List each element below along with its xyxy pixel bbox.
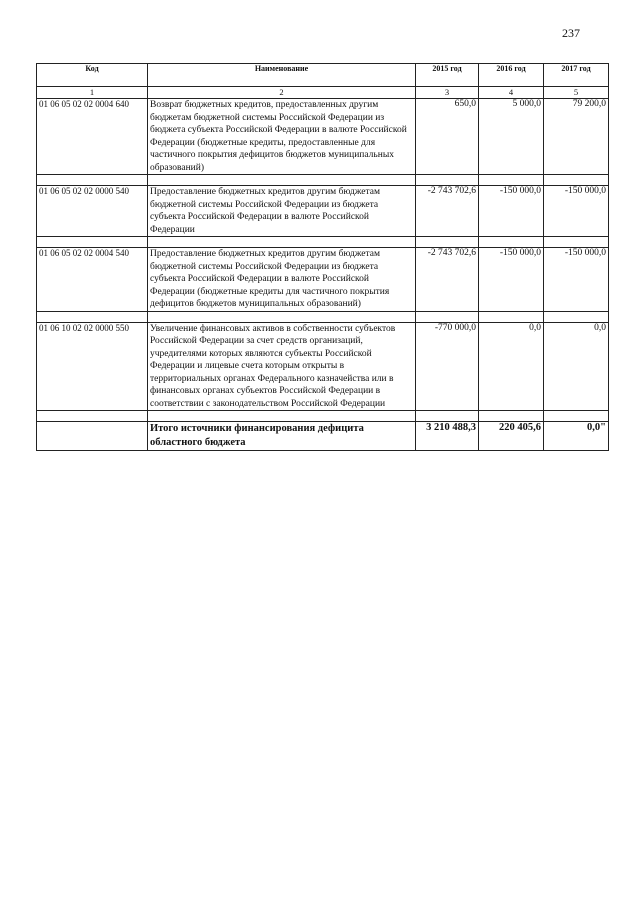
row-value-2016: -150 000,0 bbox=[479, 186, 544, 237]
row-code: 01 06 10 02 02 0000 550 bbox=[37, 322, 148, 411]
row-name: Увеличение финансовых активов в собственности субъектов Российской Федерации за счет средств организаций, учредителями которых являются субъекты Российской Федерации и лицевые счета которым открыты в территориальных органах Федерального казначейства или в финансовых органах субъектов Российской Федерации в соответствии с законодательством Российской Федерации bbox=[148, 322, 416, 411]
table-row bbox=[37, 99, 609, 175]
row-code: 01 06 05 02 02 0004 640 bbox=[37, 99, 148, 175]
spacer-row bbox=[37, 237, 609, 248]
spacer-row bbox=[37, 311, 609, 322]
column-number: 2 bbox=[148, 87, 416, 99]
row-value-2015: -2 743 702,6 bbox=[416, 186, 479, 237]
total-value-2016: 220 405,6 bbox=[479, 422, 544, 451]
table-row bbox=[37, 322, 609, 411]
row-value-2017: 79 200,0 bbox=[544, 99, 609, 175]
total-name: Итого источники финансирования дефицита областного бюджета bbox=[148, 422, 416, 451]
row-code: 01 06 05 02 02 0000 540 bbox=[37, 186, 148, 237]
header-row bbox=[37, 64, 609, 87]
row-code: 01 06 05 02 02 0004 540 bbox=[37, 248, 148, 312]
table-row bbox=[37, 248, 609, 312]
row-value-2015: -2 743 702,6 bbox=[416, 248, 479, 312]
row-value-2017: -150 000,0 bbox=[544, 186, 609, 237]
total-value-2015: 3 210 488,3 bbox=[416, 422, 479, 451]
total-row bbox=[37, 422, 609, 451]
row-name: Предоставление бюджетных кредитов другим бюджетам бюджетной системы Российской Федерации из бюджета субъекта Российской Федерации в валюте Российской Федерации (бюджетные кредиты для частичного покрытия дефицитов бюджетов муниципальных образований) bbox=[148, 248, 416, 312]
row-value-2017: -150 000,0 bbox=[544, 248, 609, 312]
row-value-2017: 0,0 bbox=[544, 322, 609, 411]
row-name: Предоставление бюджетных кредитов другим бюджетам бюджетной системы Российской Федерации из бюджета субъекта Российской Федерации в валюте Российской Федерации bbox=[148, 186, 416, 237]
header-code: Код bbox=[37, 64, 148, 87]
column-number: 3 bbox=[416, 87, 479, 99]
header-2015: 2015 год bbox=[416, 64, 479, 87]
row-value-2015: -770 000,0 bbox=[416, 322, 479, 411]
column-number: 1 bbox=[37, 87, 148, 99]
column-number: 4 bbox=[479, 87, 544, 99]
budget-sources-table bbox=[36, 63, 609, 451]
row-value-2016: 5 000,0 bbox=[479, 99, 544, 175]
row-value-2016: -150 000,0 bbox=[479, 248, 544, 312]
column-number: 5 bbox=[544, 87, 609, 99]
spacer-row bbox=[37, 175, 609, 186]
total-value-2017: 0,0" bbox=[544, 422, 609, 451]
total-code-empty bbox=[37, 422, 148, 451]
table-row bbox=[37, 186, 609, 237]
row-value-2016: 0,0 bbox=[479, 322, 544, 411]
header-name: Наименование bbox=[148, 64, 416, 87]
page-number: 237 bbox=[562, 26, 580, 40]
row-name: Возврат бюджетных кредитов, предоставленных другим бюджетам бюджетной системы Российской Федерации из бюджета субъекта Российской Федерации в валюте Российской Федерации (бюджетные кредиты, предоставленные для частичного покрытия дефицитов бюджетов муниципальных образований) bbox=[148, 99, 416, 175]
column-number-row bbox=[37, 87, 609, 99]
spacer-row bbox=[37, 411, 609, 422]
header-2016: 2016 год bbox=[479, 64, 544, 87]
row-value-2015: 650,0 bbox=[416, 99, 479, 175]
header-2017: 2017 год bbox=[544, 64, 609, 87]
